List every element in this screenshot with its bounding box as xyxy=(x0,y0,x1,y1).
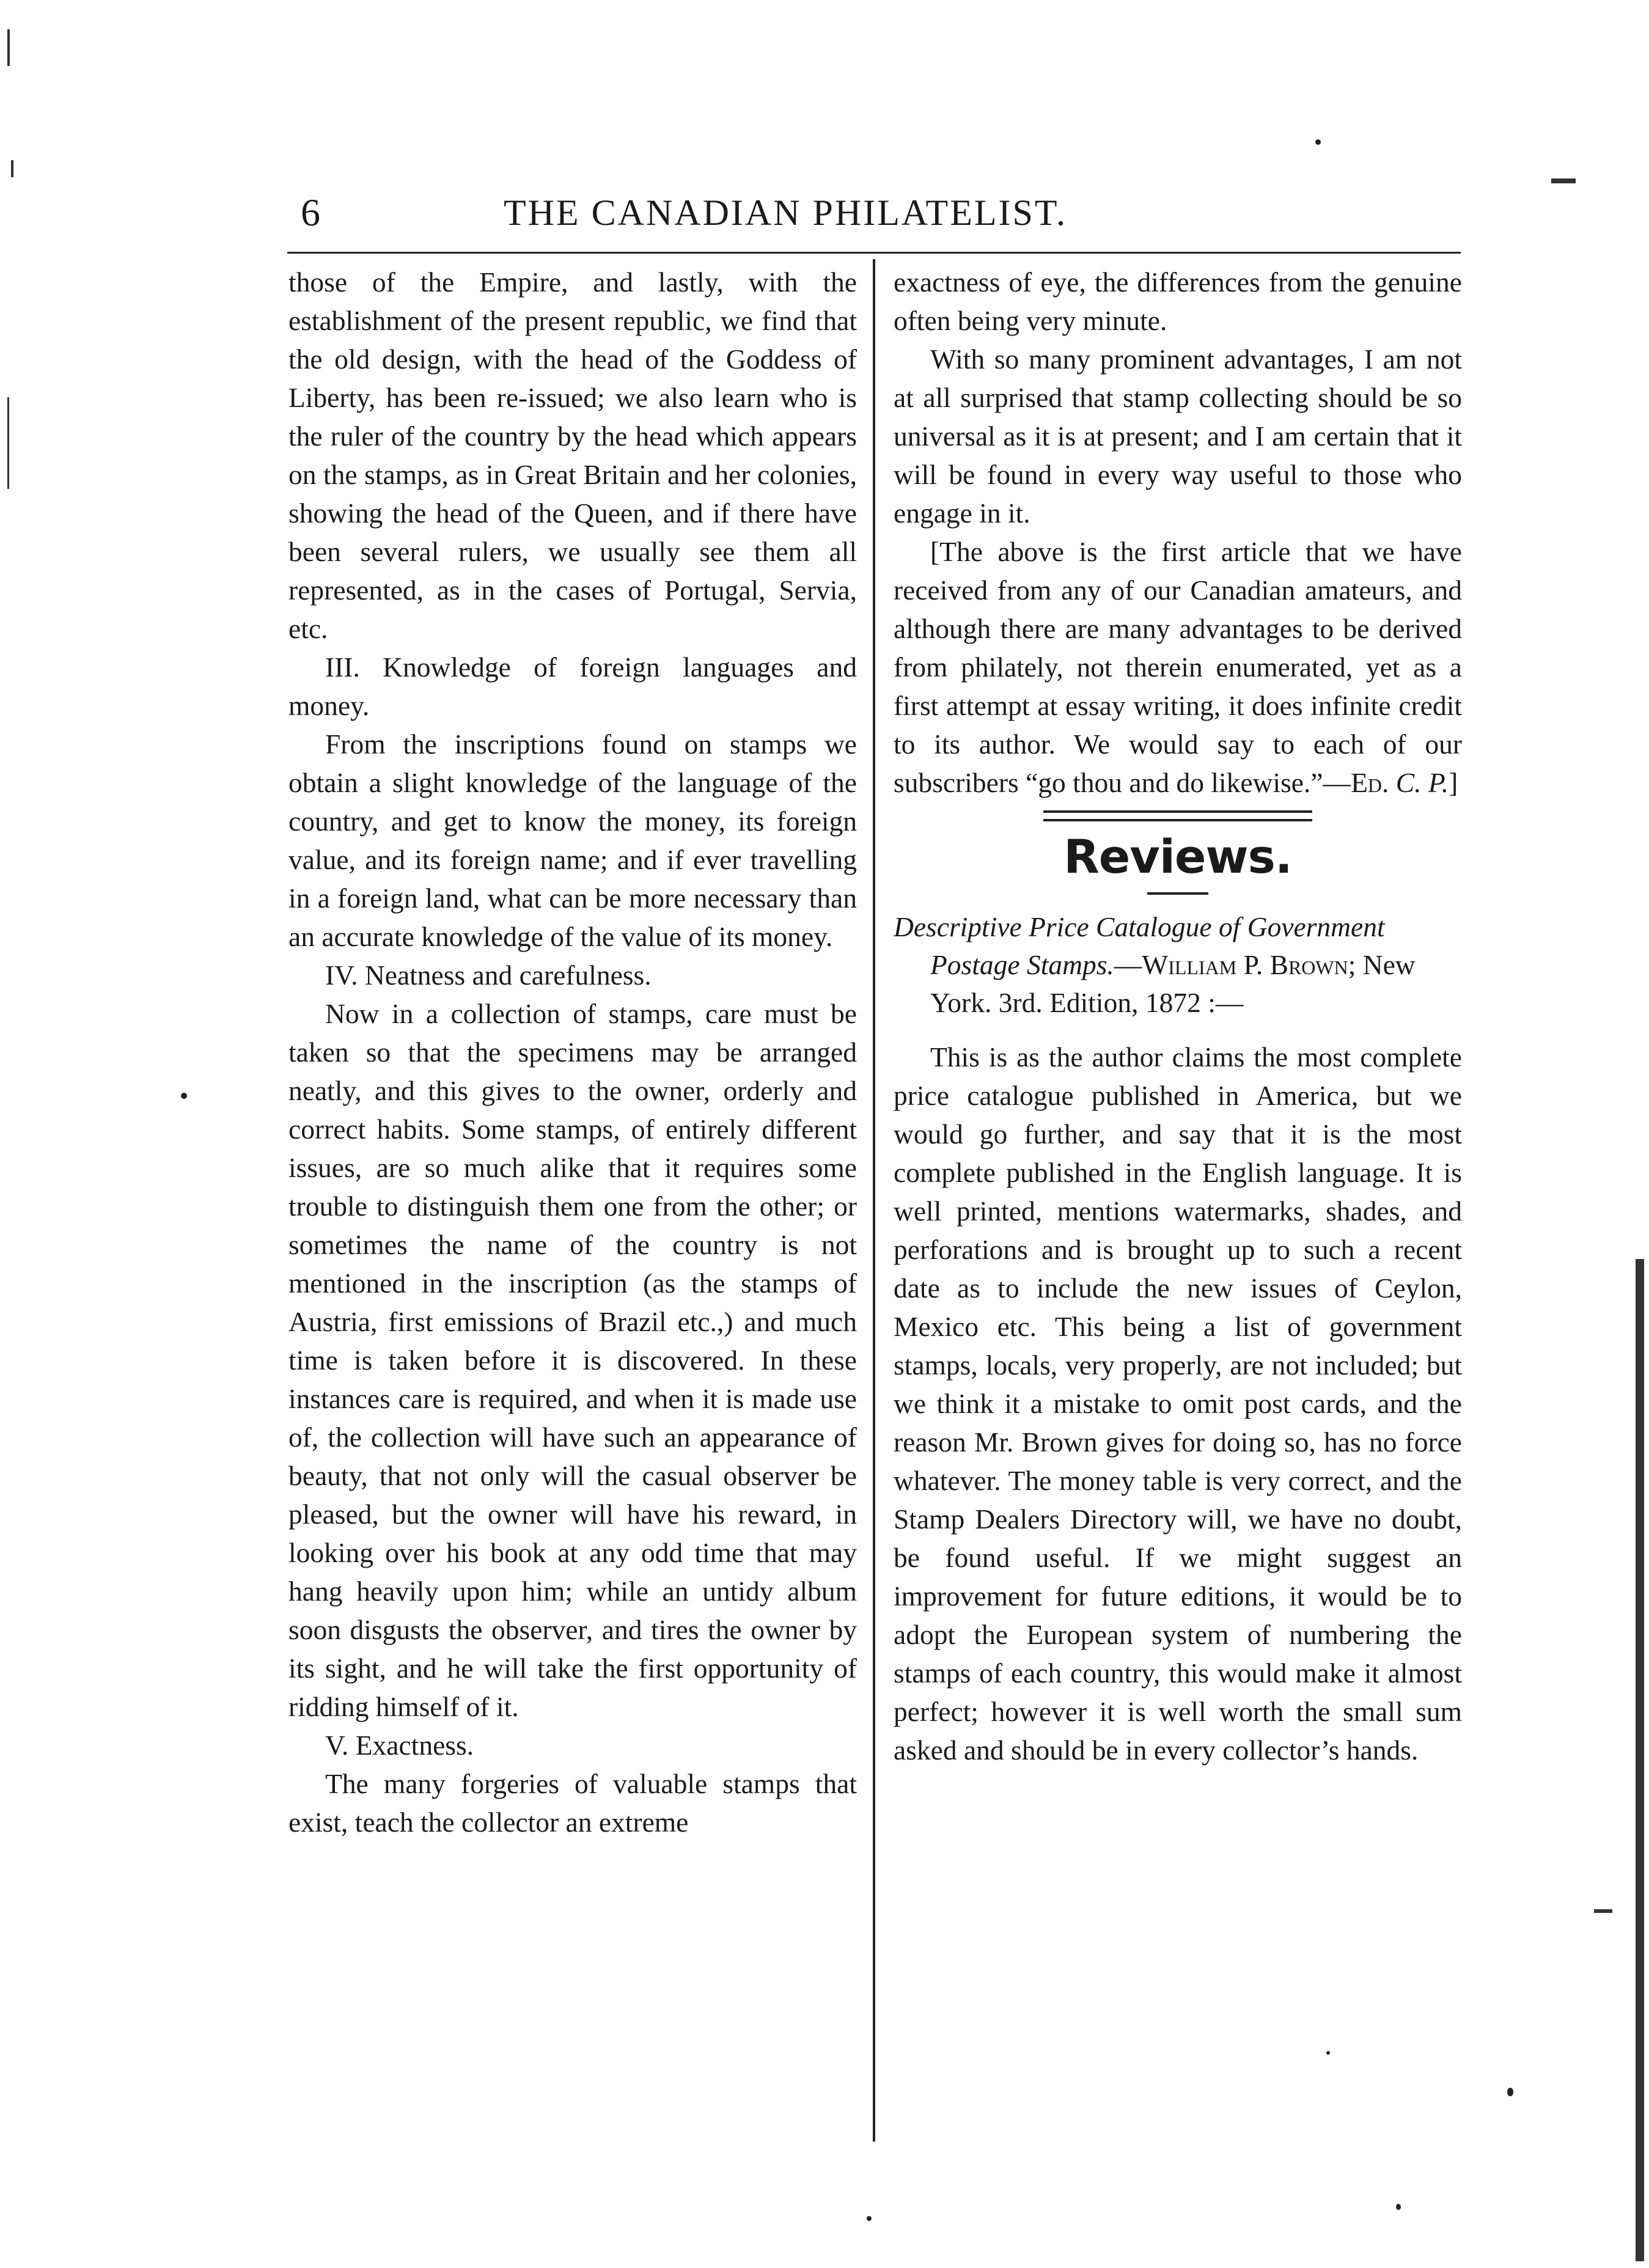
header-rule xyxy=(287,252,1461,254)
review-body: This is as the author claims the most complete price catalogue published in America, but we would go further, and say that it is the most complete published in the English language. It is well printed, mentions watermarks, shades, and perforations and is brought up to such a recent date as to include the new issues of Ceylon, Mexico etc. This being a list of government stamps, locals, very properly, are not included; but we think it a mistake to omit post cards, and the reason Mr. Brown gives for doing so, has no force whatever. The money table is very correct, and the Stamp Dealers Directory will, we have no doubt, be found useful. If we might suggest an improvement for future editions, it would be to adopt the European system of numbering the stamps of each country, this would make it almost perfect; however it is well worth the small sum asked and should be in every collector’s hands. xyxy=(894,1041,1462,1766)
column-divider xyxy=(873,259,875,2141)
review-dash: — xyxy=(1114,949,1142,980)
paragraph: Now in a collection of stamps, care must be taken so that the specimens may be arranged neatly, and this gives to the owner, orderly and correct habits. Some stamps, of entirely different issues, are so much alike that it requires some trouble to distinguish them one from the other; or sometimes the name of the country is not mentioned in the inscription (as the stamps of Austria, first emissions of Brazil etc.,) and much time is taken before it is discovered. In these instances care is required, and when it is made use of, the collection will have such an appearance of beauty, that not only will the casual observer be pleased, but the owner will have his reward, in looking over his book at any odd time that may hang heavily upon him; while an untidy album soon disgusts the observer, and tires the owner by its sight, and he will take the first opportunity of ridding himself of it. xyxy=(288,998,857,1722)
closing-bracket: ] xyxy=(1449,767,1458,798)
right-column xyxy=(894,263,1462,1769)
scan-speck xyxy=(181,1093,187,1099)
scan-edge-mark xyxy=(1551,178,1576,183)
reviews-heading: Reviews. xyxy=(1063,829,1292,884)
review-publication-info: ; New York. 3rd. Edition, 1872 :— xyxy=(930,949,1416,1018)
page-number: 6 xyxy=(301,191,320,234)
heading-rule xyxy=(1147,892,1208,895)
scan-speck xyxy=(867,2216,872,2221)
section-heading-knowledge: III. Knowledge of foreign languages and money. xyxy=(288,651,857,721)
paragraph: With so many prominent advantages, I am not at all surprised that stamp collecting should be so universal as it is at present; and I am certain that it will be found in every way useful to those who engage in it. xyxy=(894,343,1462,529)
scan-edge-mark xyxy=(1594,1909,1612,1913)
page-header xyxy=(287,183,1284,251)
scan-edge-mark xyxy=(7,397,9,489)
editor-signature: Ed. xyxy=(1351,767,1389,798)
section-heading-neatness: IV. Neatness and carefulness. xyxy=(325,960,652,991)
editor-initials: C. P. xyxy=(1395,767,1449,798)
paragraph: From the inscriptions found on stamps we obtain a slight knowledge of the language of the country, and get to know the money, its foreign value, and its foreign name; and if ever travelling in a foreign land, what can be more necessary than an accurate knowledge of the value of its money. xyxy=(288,728,857,952)
scan-speck xyxy=(1315,139,1321,145)
review-citation xyxy=(894,908,1462,1022)
section-divider xyxy=(1043,810,1312,821)
running-title: THE CANADIAN PHILATELIST. xyxy=(503,193,1068,233)
scan-speck xyxy=(1396,2204,1401,2210)
left-column xyxy=(288,263,857,1841)
scan-speck xyxy=(1326,2051,1330,2055)
scan-speck xyxy=(1507,2088,1513,2096)
scan-edge-mark xyxy=(1636,1259,1644,2261)
paragraph: The many forgeries of valuable stamps that exist, teach the collector an extreme xyxy=(288,1768,857,1838)
paragraph: those of the Empire, and lastly, with the establishment of the present republic, we find that the old design, with the head of the Goddess of Liberty, has been re-issued; we also learn who is the ruler of the country by the head which appears on the stamps, as in Great Britain and her colonies, showing the head of the Queen, and if there have been several rulers, we usually see them all represented, as in the cases of Portugal, Servia, etc. xyxy=(288,266,857,644)
scan-edge-mark xyxy=(7,29,10,66)
section-heading-exactness: V. Exactness. xyxy=(325,1730,474,1761)
paragraph: exactness of eye, the differences from the genuine often being very minute. xyxy=(894,266,1462,336)
scan-edge-mark xyxy=(11,160,13,177)
editor-note-text: [The above is the first article that we have received from any of our Canadian amateurs, and although there are many advantages to be derived from philately, not therein enumerated, yet as a first attempt at essay writing, it does infinite credit to its author. We would say to each of our subscribers “go thou and do likewise.”— xyxy=(894,536,1462,798)
editor-note xyxy=(894,532,1462,802)
review-book-title: Descriptive Price Catalogue of Government Postage Stamps. xyxy=(894,911,1385,980)
review-author: William P. Brown xyxy=(1142,949,1348,980)
